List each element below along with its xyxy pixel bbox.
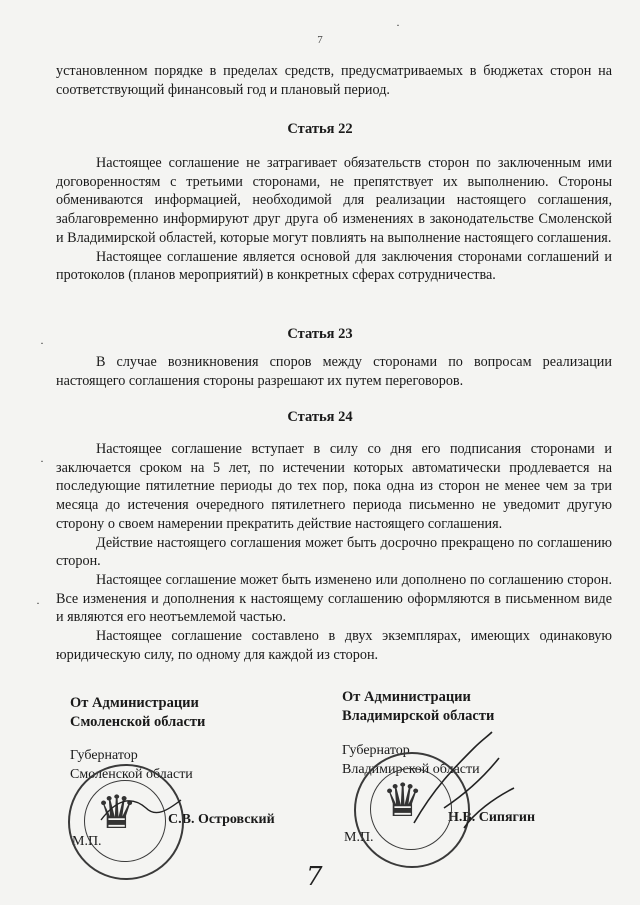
coat-of-arms-icon: ♛ bbox=[382, 775, 424, 826]
signatory-name-left: С.В. Островский bbox=[168, 812, 275, 827]
page-number-top: 7 bbox=[317, 34, 323, 46]
org-line: Владимирской области bbox=[342, 708, 495, 724]
position-line: Владимирской области bbox=[342, 762, 480, 777]
signature-right bbox=[342, 688, 494, 726]
paragraph: Настоящее соглашение не затрагивает обязательств сторон по заключенным ими договоренностям с третьими сторонами, не препятствует их выполнению. Стороны обмениваются информацией, необходимой для реализации настоящего соглашения, заблаговременно информируют друг друга об изменениях в законодательстве Смоленской и Владимирской областей, которые могут повлиять на выполнение настоящего соглашения. bbox=[56, 155, 612, 246]
position-line: Губернатор bbox=[342, 743, 410, 758]
paragraph: установленном порядке в пределах средств, предусматриваемых в бюджетах сторон на соответствующий финансовый год и плановый период. bbox=[56, 63, 612, 98]
scan-mark: · bbox=[396, 18, 400, 32]
handwritten-signature-right bbox=[404, 728, 524, 838]
article-22-title: Статья 22 bbox=[287, 121, 353, 137]
article-24-title: Статья 24 bbox=[287, 409, 353, 425]
article-23-body bbox=[56, 353, 612, 390]
position-line: Губернатор bbox=[70, 748, 138, 763]
intro-text bbox=[56, 62, 612, 99]
mp-right: М.П. bbox=[344, 830, 374, 845]
article-22-body bbox=[56, 154, 612, 285]
handwritten-signature-left bbox=[96, 790, 186, 830]
coat-of-arms-icon: ♛ bbox=[96, 787, 138, 838]
scan-mark: · bbox=[40, 454, 44, 468]
article-24-body bbox=[56, 440, 612, 664]
org-line: От Администрации bbox=[70, 695, 199, 711]
paragraph: Настоящее соглашение может быть изменено или дополнено по соглашению сторон. Все изменения и дополнения к настоящему соглашению оформляются в письменном виде и являются его неотъемлемой частью. bbox=[56, 571, 612, 626]
mp-left: М.П. bbox=[72, 834, 102, 849]
article-23-title: Статья 23 bbox=[287, 326, 353, 342]
handwritten-page-number: 7 bbox=[306, 862, 323, 892]
org-line: Смоленской области bbox=[70, 714, 206, 730]
scan-mark: · bbox=[36, 596, 40, 610]
paragraph: Действие настоящего соглашения может быть досрочно прекращено по соглашению сторон. bbox=[56, 534, 612, 570]
position-line: Смоленской области bbox=[70, 767, 193, 782]
paragraph: Настоящее соглашение составлено в двух экземплярах, имеющих одинаковую юридическую силу, по одному для каждой из сторон. bbox=[56, 628, 612, 663]
signature-left bbox=[70, 694, 205, 732]
scan-mark: · bbox=[40, 336, 44, 350]
paragraph: В случае возникновения споров между сторонами по вопросам реализации настоящего соглашения стороны разрешают их путем переговоров. bbox=[56, 354, 612, 389]
paragraph: Настоящее соглашение является основой для заключения сторонами соглашений и протоколов (планов мероприятий) в конкретных сферах сотрудничества. bbox=[56, 248, 612, 284]
signatory-name-right: Н.В. Сипягин bbox=[448, 810, 536, 825]
org-line: От Администрации bbox=[342, 689, 471, 705]
paragraph: Настоящее соглашение вступает в силу со дня его подписания сторонами и заключается сроком на 5 лет, по истечении которых автоматически продлевается на последующие пятилетние периоды до тех пор, пока одна из сторон не менее чем за три месяца до истечения очередного пятилетнего периода письменно не уведомит другую сторону о своем намерении прекратить действие настоящего соглашения. bbox=[56, 441, 612, 532]
